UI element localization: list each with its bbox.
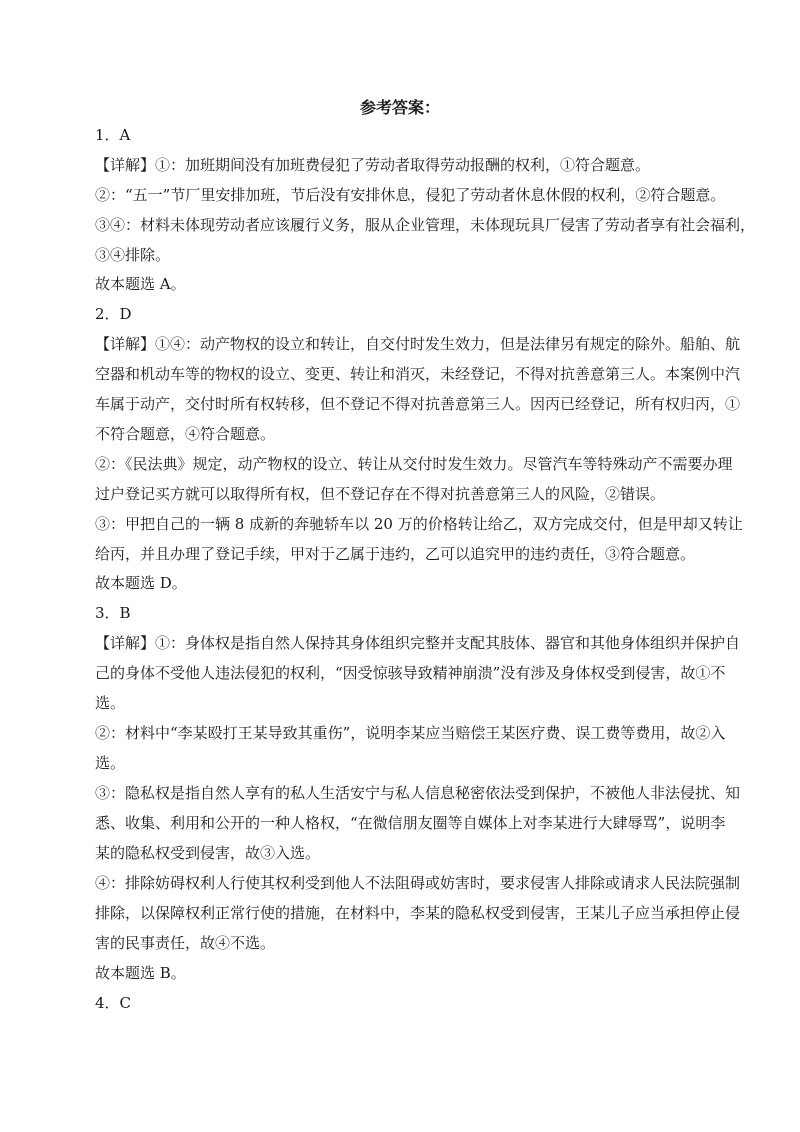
explanation-line: ③：甲把自己的一辆 8 成新的奔驰轿车以 20 万的价格转让给乙，双方完成交付，但是甲却又转让 xyxy=(95,515,743,533)
explanation-line: 【详解】①：加班期间没有加班费侵犯了劳动者取得劳动报酬的权利，①符合题意。 xyxy=(95,156,651,174)
explanation-line: ③④：材料未体现劳动者应该履行义务，服从企业管理，未体现玩具厂侵害了劳动者享有社会福利， xyxy=(95,216,756,234)
explanation-line: 空器和机动车等的物权的设立、变更、转让和消灭，未经登记，不得对抗善意第三人。本案例中汽 xyxy=(95,365,741,383)
explanation-line: ④：排除妨碍权利人行使其权利受到他人不法阻碍或妨害时，要求侵害人排除或请求人民法院强制 xyxy=(95,874,741,892)
explanation-line: ②：《民法典》规定，动产物权的设立、转让从交付时发生效力。尽管汽车等特殊动产不需要办理 xyxy=(95,455,733,473)
explanation-line: 给丙，并且办理了登记手续，甲对于乙属于违约，乙可以追究甲的违约责任，③符合题意。 xyxy=(95,545,696,563)
explanation-line: ②：“五一”节厂里安排加班，节后没有安排休息，侵犯了劳动者休息休假的权利，②符合题意。 xyxy=(95,186,726,204)
conclusion-line: 故本题选 A。 xyxy=(95,275,186,293)
answer-number: 4．C xyxy=(95,994,132,1012)
conclusion-line: 故本题选 B。 xyxy=(95,964,186,982)
answer-number: 3．B xyxy=(95,604,131,622)
explanation-line: 某的隐私权受到侵害，故③入选。 xyxy=(95,844,321,862)
answer-number: 1．A xyxy=(95,126,131,144)
explanation-line: 过户登记买方就可以取得所有权，但不登记存在不得对抗善意第三人的风险，②错误。 xyxy=(95,485,666,503)
explanation-line: ②：材料中“李某殴打王某导致其重伤”，说明李某应当赔偿王某医疗费、误工费等费用，故②入 xyxy=(95,724,726,742)
explanation-line: 悉、收集、利用和公开的一种人格权，“在微信朋友圈等自媒体上对李某进行大肆辱骂”，说明李 xyxy=(95,814,726,832)
explanation-line: 【详解】①④：动产物权的设立和转让，自交付时发生效力，但是法律另有规定的除外。船舶、航 xyxy=(95,335,741,353)
explanation-line: 选。 xyxy=(95,754,126,772)
explanation-line: 己的身体不受他人违法侵犯的权利，“因受惊骇导致精神崩溃”没有涉及身体权受到侵害，故①不 xyxy=(95,664,726,682)
explanation-line: 不符合题意，④符合题意。 xyxy=(95,425,276,443)
explanation-line: 选。 xyxy=(95,694,126,712)
explanation-line: 车属于动产，交付时所有权转移，但不登记不得对抗善意第三人。因丙已经登记，所有权归丙，① xyxy=(95,395,741,413)
conclusion-line: 故本题选 D。 xyxy=(95,574,187,592)
explanation-line: 害的民事责任，故④不选。 xyxy=(95,934,276,952)
explanation-line: ③④排除。 xyxy=(95,246,171,264)
explanation-line: 【详解】①：身体权是指自然人保持其身体组织完整并支配其肢体、器官和其他身体组织并保护自 xyxy=(95,634,741,652)
explanation-line: 排除，以保障权利正常行使的措施，在材料中，李某的隐私权受到侵害，王某儿子应当承担停止侵 xyxy=(95,904,741,922)
answer-number: 2．D xyxy=(95,305,132,323)
explanation-line: ③：隐私权是指自然人享有的私人生活安宁与私人信息秘密依法受到保护，不被他人非法侵扰、知 xyxy=(95,784,741,802)
page-title: 参考答案： xyxy=(359,98,440,117)
